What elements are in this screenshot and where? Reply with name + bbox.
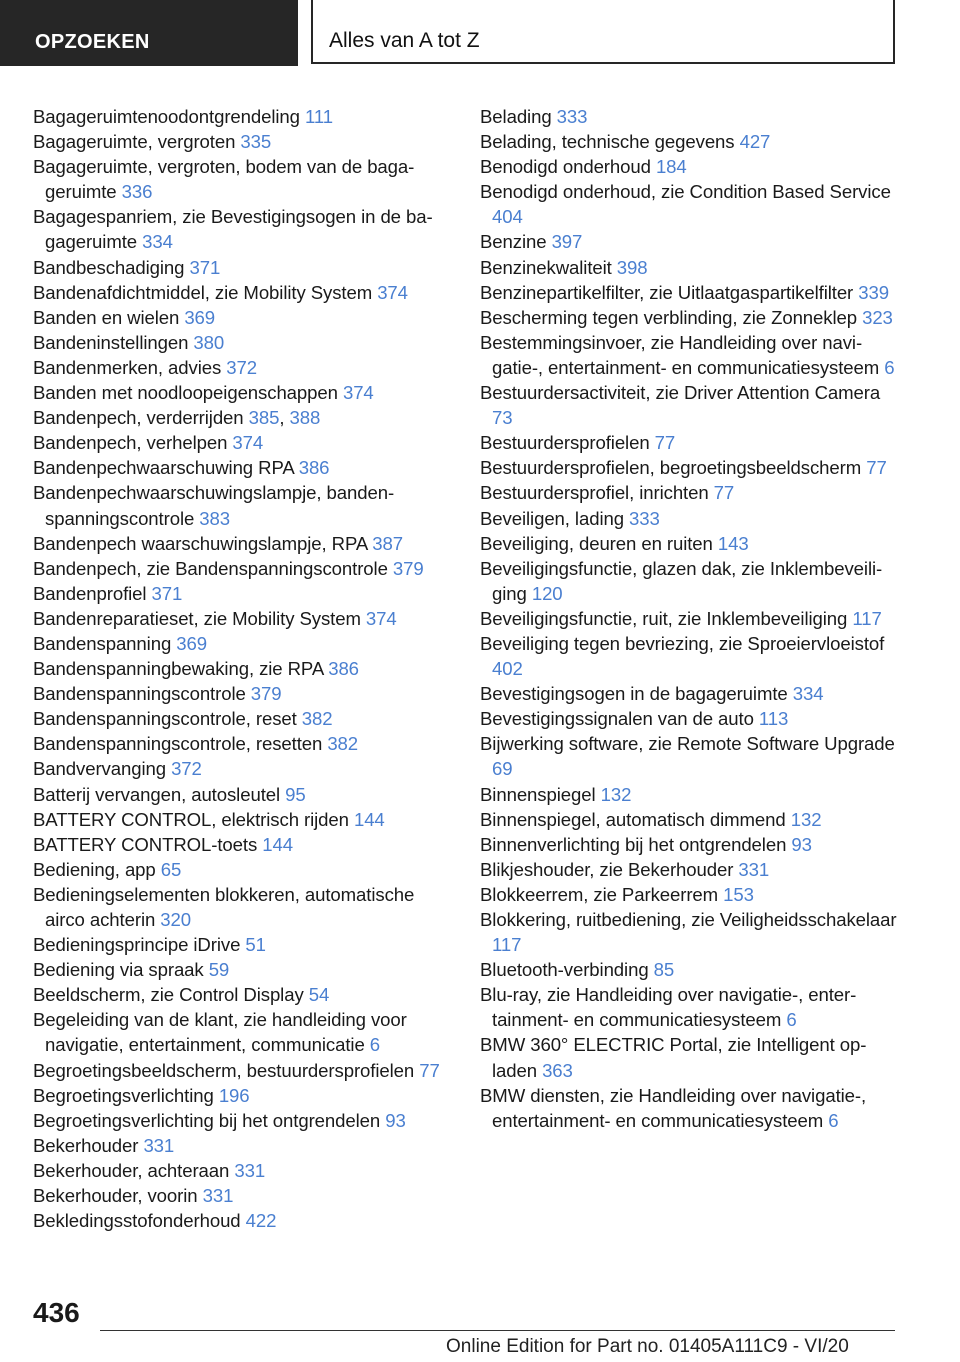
page-link[interactable]: 333 xyxy=(629,507,660,529)
index-term: Benzinekwaliteit xyxy=(480,256,617,278)
page-link[interactable]: 331 xyxy=(202,1185,234,1207)
index-entry xyxy=(480,907,900,957)
page-link[interactable]: 6 xyxy=(828,1109,839,1131)
page-link[interactable]: 6 xyxy=(369,1034,381,1056)
index-term: BATTERY CONTROL-toets xyxy=(33,833,263,855)
page-link[interactable]: 374 xyxy=(377,281,408,303)
page-number: 436 xyxy=(33,1297,80,1328)
index-entry xyxy=(480,807,900,832)
index-entry: Bandenpech, verderrijden 385, 388 xyxy=(33,407,321,429)
index-term: Bevestigingsogen in de bagageruimte xyxy=(480,683,793,705)
index-term: Bandenspanningscontrole, reset xyxy=(33,708,302,730)
page-link[interactable]: 369 xyxy=(176,632,207,654)
page-link[interactable]: 369 xyxy=(184,306,216,328)
page-link[interactable]: 331 xyxy=(738,858,770,880)
page-link[interactable]: 387 xyxy=(372,532,403,554)
page-link[interactable]: 385 xyxy=(248,407,280,429)
page-link[interactable]: 374 xyxy=(232,432,264,454)
index-entry xyxy=(480,832,900,857)
footer-divider xyxy=(100,1330,895,1331)
index-term: Beveiliging tegen bevriezing, zie Sproeiervloeistof xyxy=(480,632,885,654)
index-term: Bandenpech waarschuwingslampje, RPA xyxy=(33,532,373,554)
index-entry xyxy=(33,606,453,631)
index-term: Belading xyxy=(480,106,557,127)
index-entry xyxy=(480,731,900,781)
index-term: Bekerhouder, achteraan xyxy=(33,1159,235,1181)
index-term: Binnenverlichting bij het ontgrendelen xyxy=(480,833,792,855)
section-tab[interactable]: OPZOEKEN xyxy=(0,0,298,66)
index-term: Begroetingsverlichting bij het ontgrendelen xyxy=(33,1109,386,1131)
index-term: BATTERY CONTROL, elektrisch rijden xyxy=(33,808,354,830)
index-entry xyxy=(480,154,900,179)
index-term: Benzinepartikelfilter, zie Uitlaatgaspartikelfilter xyxy=(480,281,859,303)
index-entry xyxy=(33,280,453,305)
index-term: Begeleiding van de klant, zie handleiding voor navigatie, entertainment, communicatie xyxy=(33,1009,407,1056)
page-link[interactable]: 422 xyxy=(245,1210,277,1232)
index-entry xyxy=(480,179,900,229)
index-entry xyxy=(480,606,900,631)
page-link[interactable]: 388 xyxy=(289,407,321,429)
page-link[interactable]: 363 xyxy=(542,1059,573,1081)
page-link[interactable]: 334 xyxy=(792,683,824,705)
index-entry xyxy=(480,631,900,681)
index-entry xyxy=(33,731,453,756)
page-link[interactable]: 184 xyxy=(655,156,687,178)
page-link[interactable]: 404 xyxy=(492,206,523,228)
index-term: Bagagespanriem, zie Bevestigingsogen in de bagageruimte xyxy=(33,206,433,253)
index-entry xyxy=(33,129,453,154)
index-entry xyxy=(33,255,453,280)
index-term: BMW 360° ELECTRIC Portal, zie Intelligent opladen xyxy=(480,1034,867,1081)
page-link[interactable]: 398 xyxy=(616,256,648,278)
index-entry xyxy=(33,706,453,731)
page-link[interactable]: 93 xyxy=(385,1109,406,1131)
index-entry xyxy=(33,581,453,606)
index-entry xyxy=(480,104,900,129)
index-entry xyxy=(480,229,900,254)
index-entry xyxy=(33,154,453,204)
index-term: Batterij vervangen, autosleutel xyxy=(33,783,286,805)
index-term: Beveiligen, lading xyxy=(480,507,630,529)
index-entry xyxy=(33,480,453,530)
page-link[interactable]: 371 xyxy=(151,582,183,604)
page-link[interactable]: 374 xyxy=(365,607,397,629)
index-entry xyxy=(480,280,900,305)
index-term: Bandenmerken, advies xyxy=(33,356,227,378)
page-link[interactable]: 77 xyxy=(866,457,887,479)
index-entry xyxy=(33,1007,453,1057)
index-entry xyxy=(33,430,453,455)
index-entry xyxy=(33,1158,453,1183)
index-term: Bagageruimte, vergroten xyxy=(33,131,241,153)
page-link[interactable]: 379 xyxy=(250,683,282,705)
index-term: Bekledingsstofonderhoud xyxy=(33,1210,246,1232)
page-link[interactable]: 402 xyxy=(492,658,523,680)
index-entry xyxy=(33,305,453,330)
index-entry xyxy=(480,681,900,706)
index-term: Bestuurdersprofielen xyxy=(480,432,655,454)
index-entry xyxy=(33,982,453,1007)
page-link[interactable]: 69 xyxy=(492,758,513,780)
page-link[interactable]: 93 xyxy=(791,833,812,855)
index-entry xyxy=(480,480,900,505)
index-entry xyxy=(33,832,453,857)
index-term: Banden en wielen xyxy=(33,306,185,328)
page-link[interactable]: 335 xyxy=(240,131,272,153)
page-link[interactable]: 331 xyxy=(234,1159,266,1181)
index-term: Bestuurdersprofielen, begroetingsbeeldscherm xyxy=(480,457,867,479)
index-term: Bekerhouder, voorin xyxy=(33,1185,203,1207)
page-link[interactable]: 153 xyxy=(723,883,754,905)
index-term: Bandenprofiel xyxy=(33,582,152,604)
index-entry xyxy=(480,782,900,807)
index-term: Beeldscherm, zie Control Display xyxy=(33,984,309,1006)
page-link[interactable]: 374 xyxy=(342,382,374,404)
page-link[interactable]: 323 xyxy=(862,306,893,328)
page-link[interactable]: 331 xyxy=(143,1134,175,1156)
index-term: Bestemmingsinvoer, zie Handleiding over navigatie-, entertainment- en communicatiesysteem xyxy=(480,331,885,378)
index-entry xyxy=(33,380,453,405)
index-entry xyxy=(33,455,453,480)
index-entry xyxy=(33,556,453,581)
page-link[interactable]: 333 xyxy=(556,106,588,127)
index-term: Bandenpech, zie Bandenspanningscontrole xyxy=(33,557,393,579)
index-term: Bekerhouder xyxy=(33,1134,144,1156)
page-link[interactable]: 336 xyxy=(121,181,153,203)
page-link[interactable]: 386 xyxy=(298,457,330,479)
page-link[interactable]: 111 xyxy=(305,106,333,127)
index-term: Bedieningsprincipe iDrive xyxy=(33,934,246,956)
index-entry xyxy=(33,1058,453,1083)
index-term: Bandenpech, verhelpen xyxy=(33,432,233,454)
page-link[interactable]: 132 xyxy=(600,783,632,805)
index-term: Binnenspiegel xyxy=(480,783,601,805)
page-link[interactable]: 334 xyxy=(142,231,173,253)
page-link[interactable]: 382 xyxy=(301,708,333,730)
page-link[interactable]: 6 xyxy=(884,356,895,378)
page-link[interactable]: 132 xyxy=(790,808,822,830)
index-term: Bandenspanningscontrole, resetten xyxy=(33,733,328,755)
page-header xyxy=(0,0,960,66)
index-term: Beveiliging, deuren en ruiten xyxy=(480,532,718,554)
index-entry xyxy=(33,756,453,781)
index-entry xyxy=(480,430,900,455)
index-term: Bandenafdichtmiddel, zie Mobility System xyxy=(33,281,378,303)
page-link[interactable]: 382 xyxy=(327,733,359,755)
index-term: Benodigd onderhoud, zie Condition Based Service xyxy=(480,181,891,203)
index-term: Blokkering, ruitbediening, zie Veiligheidsschakelaar xyxy=(480,909,897,930)
page-link[interactable]: 397 xyxy=(551,231,583,253)
index-term: Benodigd onderhoud xyxy=(480,156,656,178)
index-entry xyxy=(480,129,900,154)
index-term: Bandvervanging xyxy=(33,758,172,780)
index-entry xyxy=(33,957,453,982)
index-term: Bandenspanningbewaking, zie RPA xyxy=(33,658,329,680)
index-term: Bagageruimte, vergroten, bodem van de bagageruimte xyxy=(33,156,415,203)
page-link[interactable]: 372 xyxy=(226,356,257,378)
index-term: Bluetooth-verbinding xyxy=(480,959,654,981)
index-term: Bandeninstellingen xyxy=(33,331,194,353)
page-link[interactable]: 73 xyxy=(492,407,513,429)
index-term: Belading, technische gegevens xyxy=(480,131,740,153)
index-term: Bestuurdersactiviteit, zie Driver Attention Camera xyxy=(480,382,881,404)
index-entry xyxy=(480,531,900,556)
index-term: Bandenpechwaarschuwingslampje, bandenspanningscontrole xyxy=(33,482,395,529)
page-link[interactable]: 85 xyxy=(653,959,675,981)
page-link[interactable]: 54 xyxy=(308,984,330,1006)
index-entry xyxy=(33,1108,453,1133)
page-link[interactable]: 95 xyxy=(285,783,306,805)
page-link[interactable]: 144 xyxy=(262,833,293,855)
page-link[interactable]: 117 xyxy=(852,607,882,629)
index-entry xyxy=(480,957,900,982)
index-entry xyxy=(480,380,900,430)
index-entry xyxy=(33,932,453,957)
index-entry xyxy=(480,556,900,606)
index-entry xyxy=(33,1183,453,1208)
index-term: Bijwerking software, zie Remote Software Upgrade xyxy=(480,733,895,755)
index-term: Bescherming tegen verblinding, zie Zonneklep xyxy=(480,306,863,328)
index-entry xyxy=(480,982,900,1032)
index-entry xyxy=(480,1032,900,1082)
page-link[interactable]: 196 xyxy=(218,1084,250,1106)
index-entry xyxy=(33,355,453,380)
page-link[interactable]: 51 xyxy=(245,934,266,956)
index-term: Benzine xyxy=(480,231,552,253)
page-link[interactable]: 113 xyxy=(758,708,789,730)
page-link[interactable]: 427 xyxy=(739,131,771,153)
page-link[interactable]: 320 xyxy=(160,909,192,930)
index-term: Binnenspiegel, automatisch dimmend xyxy=(480,808,791,830)
index-entry xyxy=(480,706,900,731)
index-term: Beveiligingsfunctie, glazen dak, zie Inklembeveiliging xyxy=(480,557,883,604)
page-link[interactable]: 117 xyxy=(492,934,522,956)
index-entry xyxy=(33,204,453,254)
index-column-right xyxy=(480,104,900,1133)
page-link[interactable]: 6 xyxy=(786,1009,797,1031)
index-term: Bediening via spraak xyxy=(33,959,209,981)
page-link[interactable]: 372 xyxy=(171,758,202,780)
index-entry xyxy=(480,1083,900,1133)
index-entry xyxy=(480,506,900,531)
page-link[interactable]: 383 xyxy=(199,507,231,529)
index-term: BMW diensten, zie Handleiding over navigatie-, entertainment- en communicatiesysteem xyxy=(480,1084,867,1131)
index-term: Blokkeerrem, zie Parkeerrem xyxy=(480,883,724,905)
index-entry xyxy=(480,305,900,330)
index-entry xyxy=(33,104,453,129)
index-entry xyxy=(33,531,453,556)
index-entry xyxy=(33,1208,453,1233)
index-term: Bandenspanningscontrole xyxy=(33,683,251,705)
page-link[interactable]: 120 xyxy=(531,582,563,604)
index-term: Bandenpechwaarschuwing RPA xyxy=(33,457,299,479)
index-term: Bandbeschadiging xyxy=(33,256,190,278)
index-term: Blikjeshouder, zie Bekerhouder xyxy=(480,858,739,880)
index-entry xyxy=(33,330,453,355)
index-term: Bediening, app xyxy=(33,858,161,880)
index-entry xyxy=(480,857,900,882)
index-term: Bestuurdersprofiel, inrichten xyxy=(480,482,714,504)
index-entry xyxy=(480,882,900,907)
index-term: Bedieningselementen blokkeren, automatische airco achterin xyxy=(33,883,415,930)
index-entry xyxy=(480,255,900,280)
edition-note: Online Edition for Part no. 01405A111C9 - VI/20 xyxy=(446,1336,849,1357)
index-term: Bagageruimtenoodontgrendeling xyxy=(33,106,305,127)
page-link[interactable]: 77 xyxy=(419,1059,440,1081)
page-link[interactable]: 380 xyxy=(193,331,225,353)
index-term: Bandenpech, verderrijden xyxy=(33,407,249,429)
chapter-title: Alles van A tot Z xyxy=(311,0,895,64)
page-link[interactable]: 386 xyxy=(328,658,359,680)
index-entry xyxy=(33,1083,453,1108)
index-entry xyxy=(480,330,900,380)
page-link[interactable]: 65 xyxy=(160,858,182,880)
index-term: Begroetingsbeeldscherm, bestuurdersprofielen xyxy=(33,1059,420,1081)
index-entry xyxy=(33,656,453,681)
index-entry xyxy=(33,1133,453,1158)
index-term: Banden met noodloopeigenschappen xyxy=(33,382,343,404)
index-term: Bandenreparatieset, zie Mobility System xyxy=(33,607,366,629)
page-link[interactable]: 77 xyxy=(713,482,735,504)
index-entry xyxy=(33,631,453,656)
index-term: Blu-ray, zie Handleiding over navigatie-, entertainment- en communicatiesysteem xyxy=(480,984,857,1031)
page-link[interactable]: 144 xyxy=(353,808,385,830)
page-link[interactable]: 77 xyxy=(654,432,676,454)
index-entry xyxy=(33,807,453,832)
index-entry xyxy=(480,455,900,480)
index-term: Bandenspanning xyxy=(33,632,177,654)
page-link[interactable]: 379 xyxy=(392,557,424,579)
index-column-left xyxy=(33,104,453,1233)
index-entry xyxy=(33,782,453,807)
index-entry xyxy=(33,882,453,932)
page-link[interactable]: 59 xyxy=(208,959,230,981)
index-term: Bevestigingssignalen van de auto xyxy=(480,708,759,730)
index-entry xyxy=(33,681,453,706)
page-link[interactable]: 143 xyxy=(717,532,749,554)
page-link[interactable]: 339 xyxy=(858,281,889,303)
index-term: Begroetingsverlichting xyxy=(33,1084,219,1106)
page-link[interactable]: 371 xyxy=(189,256,221,278)
index-entry xyxy=(33,857,453,882)
index-term: Beveiligingsfunctie, ruit, zie Inklembeveiliging xyxy=(480,607,853,629)
